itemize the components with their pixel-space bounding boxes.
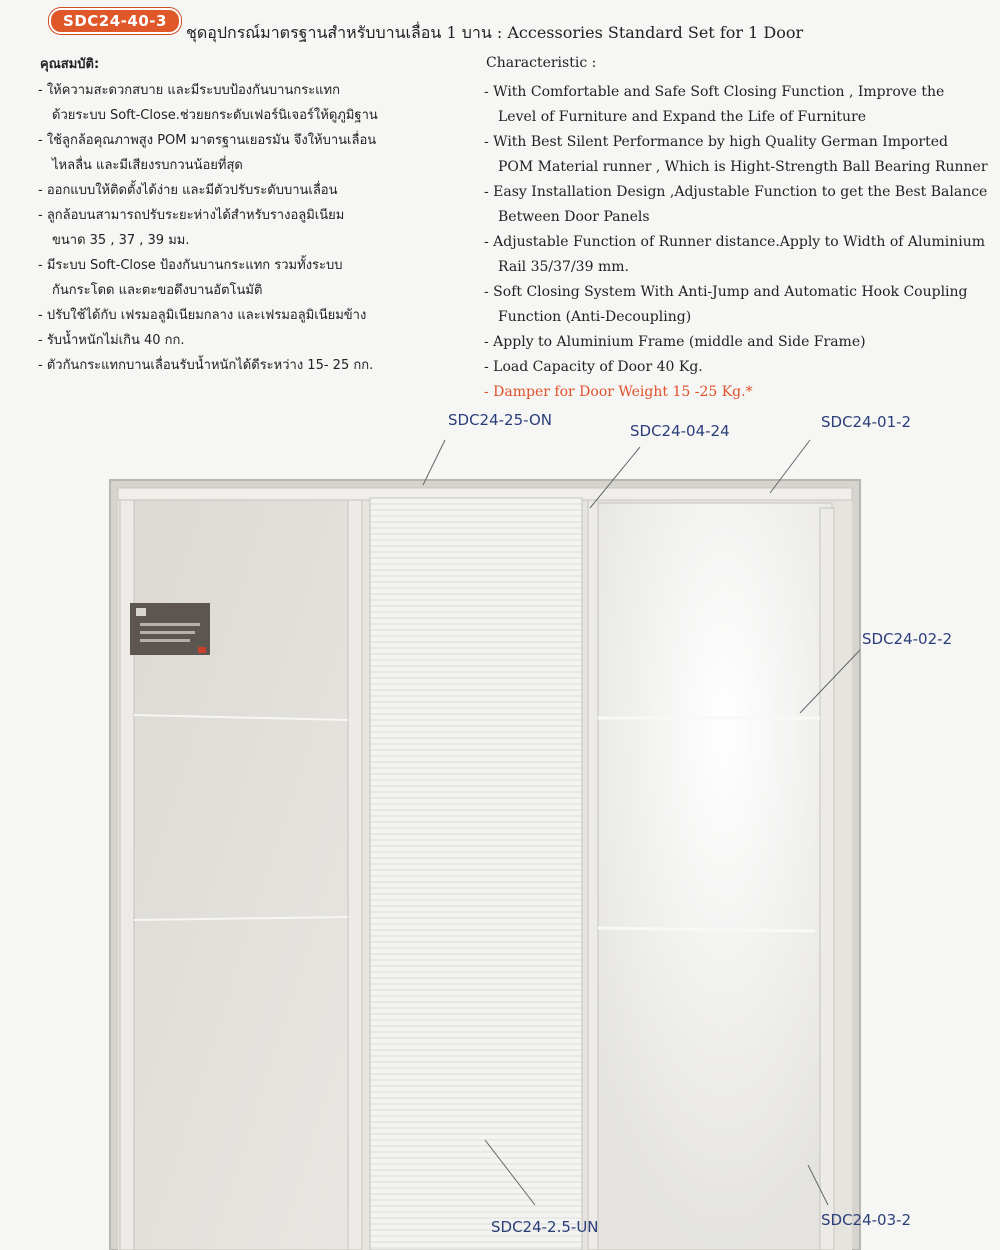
feature-line: - Load Capacity of Door 40 Kg. xyxy=(484,359,703,375)
feature-item xyxy=(38,128,448,178)
feature-item xyxy=(38,178,448,203)
thai-features-list xyxy=(38,78,448,378)
feature-item xyxy=(484,80,984,130)
feature-item xyxy=(38,328,448,353)
feature-line: - ใช้ลูกล้อคุณภาพสูง POM มาตรฐานเยอรมัน จึงให้บานเลื่อน xyxy=(38,133,377,148)
feature-item xyxy=(484,355,984,380)
feature-item xyxy=(38,353,448,378)
feature-line: - Apply to Aluminium Frame (middle and Side Frame) xyxy=(484,334,866,350)
feature-item xyxy=(484,130,988,180)
feature-item xyxy=(484,280,984,330)
center-door xyxy=(370,498,582,1250)
feature-line: POM Material runner , Which is Hight-Strength Ball Bearing Runner xyxy=(498,159,988,175)
thai-features-heading: คุณสมบัติ: xyxy=(40,57,100,72)
feature-line: - ตัวกันกระแทกบานเลื่อนรับน้ำหนักได้ดีระหว่าง 15- 25 กก. xyxy=(38,358,374,373)
feature-item xyxy=(484,230,984,280)
feature-line: - Soft Closing System With Anti-Jump and Automatic Hook Coupling xyxy=(484,284,968,300)
leader-top-rail xyxy=(423,440,445,485)
feature-line: ด้วยระบบ Soft-Close.ช่วยยกระดับเฟอร์นิเจอร์ให้ดูภูมิฐาน xyxy=(52,108,378,123)
feature-line: - ลูกล้อบนสามารถปรับระยะห่างได้สำหรับรางอลูมิเนียม xyxy=(38,208,345,223)
feature-line: - Easy Installation Design ,Adjustable Function to get the Best Balance xyxy=(484,184,988,200)
english-features-heading: Characteristic : xyxy=(486,55,597,71)
label-top-rail: SDC24-25-ON xyxy=(448,411,552,429)
wardrobe-illustration xyxy=(0,405,1000,1250)
label-bottom-right: SDC24-03-2 xyxy=(821,1211,912,1229)
wardrobe-figure xyxy=(0,405,1000,1250)
feature-item xyxy=(38,303,448,328)
feature-line: - Damper for Door Weight 15 -25 Kg.* xyxy=(484,384,753,400)
feature-line: Rail 35/37/39 mm. xyxy=(498,259,629,275)
label-bottom-center: SDC24-2.5-UN xyxy=(491,1218,599,1236)
feature-line: - With Comfortable and Safe Soft Closing Function , Improve the xyxy=(484,84,945,100)
feature-line: Between Door Panels xyxy=(498,209,650,225)
feature-line: - With Best Silent Performance by high Quality German Imported xyxy=(484,134,948,150)
page-title: ชุดอุปกรณ์มาตรฐานสำหรับบานเลื่อน 1 บาน : Accessories Standard Set for 1 Door xyxy=(186,23,804,42)
feature-line: Level of Furniture and Expand the Life of Furniture xyxy=(498,109,867,125)
feature-item xyxy=(38,78,448,128)
feature-item xyxy=(38,203,448,253)
feature-line: - รับน้ำหนักไม่เกิน 40 กก. xyxy=(38,333,185,348)
feature-line: - ออกแบบให้ติดตั้งได้ง่าย และมีตัวปรับระดับบานเลื่อน xyxy=(38,183,338,198)
label-top-right: SDC24-01-2 xyxy=(821,413,912,431)
right-door xyxy=(592,503,832,1250)
feature-line: ไหลลื่น และมีเสียงรบกวนน้อยที่สุด xyxy=(52,158,243,173)
feature-line: ขนาด 35 , 37 , 39 มม. xyxy=(52,233,190,248)
feature-item xyxy=(484,180,988,230)
feature-line: Function (Anti-Decoupling) xyxy=(498,309,692,325)
feature-line: - ปรับใช้ได้กับ เฟรมอลูมิเนียมกลาง และเฟรมอลูมิเนียมข้าง xyxy=(38,308,367,323)
label-center-runner: SDC24-04-24 xyxy=(630,422,730,440)
feature-line: - ให้ความสะดวกสบาย และมีระบบป้องกันบานกระแทก xyxy=(38,83,340,98)
feature-line: - Adjustable Function of Runner distance.Apply to Width of Aluminium xyxy=(484,234,986,250)
feature-item xyxy=(484,330,984,355)
label-right-middle: SDC24-02-2 xyxy=(862,630,953,648)
product-code-badge: SDC24-40-3 xyxy=(49,8,181,34)
feature-item xyxy=(38,253,448,303)
feature-line: - มีระบบ Soft-Close ป้องกันบานกระแทก รวมทั้งระบบ xyxy=(38,258,343,273)
english-features-list xyxy=(484,80,988,405)
feature-line: กันกระโดด และตะขอดึงบานอัตโนมัติ xyxy=(52,283,263,298)
damper-highlight xyxy=(484,380,984,405)
